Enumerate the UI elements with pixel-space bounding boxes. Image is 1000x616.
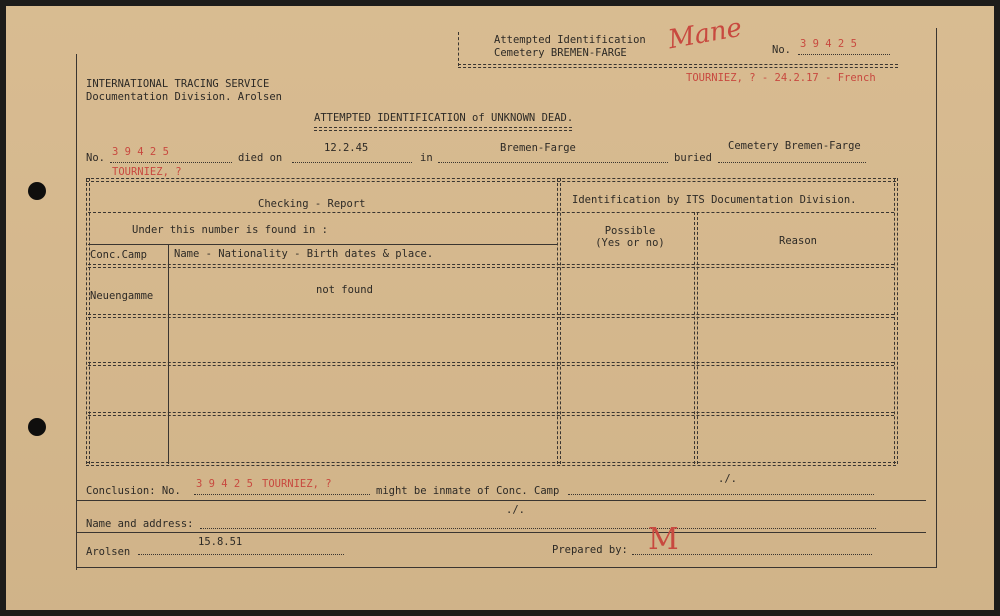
yes-or-no-header: (Yes or no) (595, 237, 665, 249)
under-number-line (88, 244, 558, 245)
record-name-red: TOURNIEZ, ? (112, 166, 182, 178)
conc-camp-header: Conc.Camp (90, 249, 147, 261)
title-underline (314, 127, 572, 131)
identification-header: Identification by ITS Documentation Division. (572, 194, 857, 206)
row1-result: not found (316, 284, 373, 296)
handwritten-annotation: Mane (665, 12, 745, 56)
table-top (86, 178, 896, 182)
header-box-bottom (458, 64, 898, 68)
conclusion-label: Conclusion: No. (86, 485, 181, 497)
in-label: in (420, 152, 433, 164)
column-header-bottom (88, 264, 894, 268)
footer-date-dots (138, 554, 344, 555)
divider-camp-name (168, 244, 169, 464)
died-dots (292, 162, 412, 163)
table-right (894, 178, 898, 464)
checking-report-header: Checking - Report (258, 198, 366, 210)
punch-hole-top (28, 182, 46, 200)
row-line-1 (88, 314, 894, 318)
org-line1: INTERNATIONAL TRACING SERVICE (86, 78, 270, 90)
footer-place: Arolsen (86, 546, 131, 558)
left-border (76, 54, 77, 570)
name-address-dots (200, 528, 876, 529)
reason-header: Reason (779, 235, 817, 247)
row1-camp: Neuengamme (90, 290, 154, 302)
died-value: 12.2.45 (324, 142, 369, 154)
under-number-text: Under this number is found in : (132, 224, 328, 236)
conclusion-camp-value: ./. (718, 473, 737, 485)
row-line-3 (88, 412, 894, 416)
prepared-label: Prepared by: (552, 544, 628, 556)
header-line1: Attempted Identification (494, 34, 646, 46)
right-border (936, 28, 937, 568)
possible-header: Possible (604, 225, 656, 237)
table-left (86, 178, 90, 464)
row-line-2 (88, 362, 894, 366)
table-bottom (86, 462, 896, 466)
name-address-rule (76, 532, 926, 533)
record-no-dots (110, 162, 232, 163)
prepared-dots (632, 554, 872, 555)
org-line2: Documentation Division. Arolsen (86, 91, 282, 103)
place-value: Bremen-Farge (500, 142, 576, 154)
header-no-label: No. (772, 44, 791, 56)
conclusion-text: might be inmate of Conc. Camp (376, 485, 560, 497)
punch-hole-bottom (28, 418, 46, 436)
buried-value: Cemetery Bremen-Farge (728, 140, 861, 152)
conclusion-dots (194, 494, 370, 495)
buried-dots (718, 162, 866, 163)
conclusion-name-value: TOURNIEZ, ? (262, 478, 332, 490)
page-title: ATTEMPTED IDENTIFICATION of UNKNOWN DEAD. (314, 112, 574, 124)
place-dots (438, 162, 668, 163)
header-no-value: 3 9 4 2 5 (800, 38, 857, 50)
name-address-label: Name and address: (86, 518, 194, 530)
red-note: TOURNIEZ, ? - 24.2.17 - French (686, 72, 876, 84)
footer-date: 15.8.51 (198, 536, 243, 548)
buried-label: buried (674, 152, 712, 164)
header-row-line (88, 212, 894, 213)
name-address-value: ./. (506, 504, 525, 516)
divider-possible-reason (694, 212, 698, 464)
document-card (6, 6, 994, 610)
conclusion-no-value: 3 9 4 2 5 (196, 478, 253, 490)
signature: M (648, 522, 679, 557)
header-no-dots (798, 54, 890, 55)
header-line2: Cemetery BREMEN-FARGE (494, 47, 627, 59)
died-label: died on (238, 152, 283, 164)
record-no-label: No. (86, 152, 105, 164)
name-header: Name - Nationality - Birth dates & place. (174, 248, 434, 260)
header-box-left (458, 32, 459, 66)
bottom-border (76, 567, 936, 568)
record-no-value: 3 9 4 2 5 (112, 146, 169, 158)
divider-checking-identification (557, 178, 561, 464)
conclusion-rule (76, 500, 926, 501)
conclusion-camp-dots (568, 494, 874, 495)
